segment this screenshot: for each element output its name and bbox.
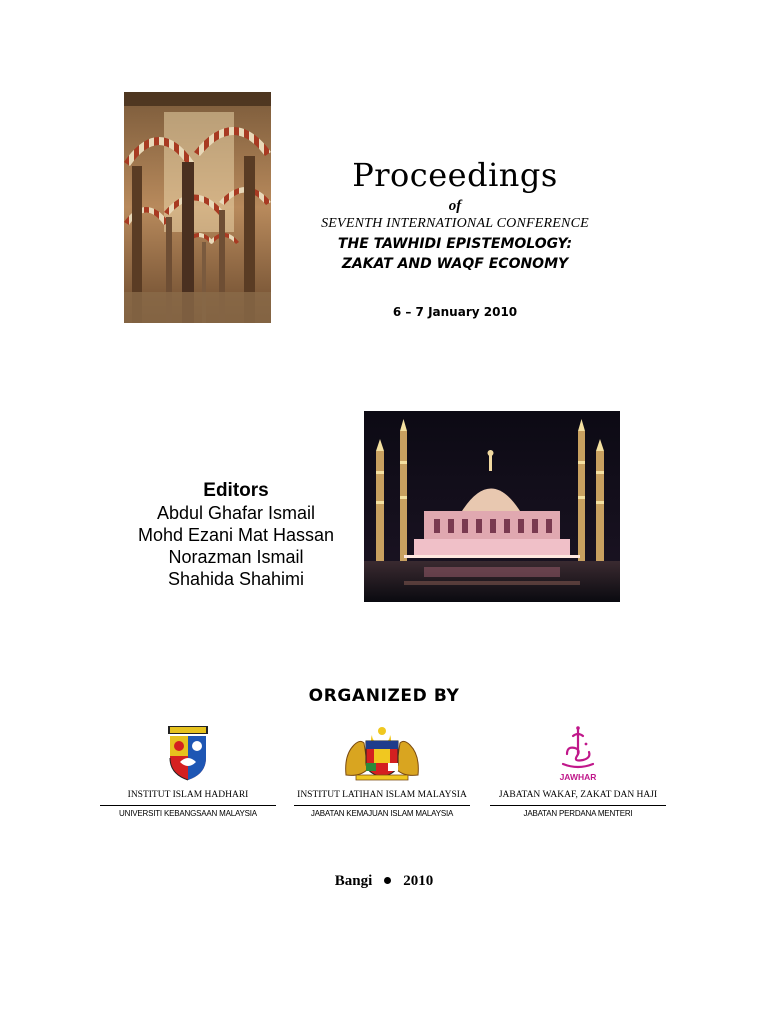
organizer-name: INSTITUT ISLAM HADHARI bbox=[127, 790, 249, 800]
jawhar-logo bbox=[553, 724, 603, 782]
night-mosque-photo bbox=[364, 411, 620, 602]
editor-name: Shahida Shahimi bbox=[167, 569, 305, 589]
editor-name: Mohd Ezani Mat Hassan bbox=[137, 525, 335, 545]
theme-line-2: ZAKAT AND WAQF ECONOMY bbox=[341, 256, 569, 272]
divider bbox=[100, 805, 276, 806]
malaysia-coat-of-arms-logo bbox=[342, 725, 422, 781]
conference-title: SEVENTH INTERNATIONAL CONFERENCE bbox=[321, 216, 589, 231]
divider bbox=[490, 805, 666, 806]
divider bbox=[294, 805, 470, 806]
footer-place-year bbox=[0, 873, 768, 890]
ukm-crest-logo bbox=[166, 724, 210, 782]
editor-name: Abdul Ghafar Ismail bbox=[156, 503, 316, 523]
bullet-separator bbox=[384, 877, 391, 884]
organized-by-heading: ORGANIZED BY bbox=[308, 686, 460, 706]
editor-name: Norazman Ismail bbox=[168, 547, 304, 567]
mosque-arches-photo bbox=[124, 92, 271, 323]
footer-place: Bangi bbox=[334, 873, 373, 889]
organizer-name: JABATAN WAKAF, ZAKAT DAN HAJI bbox=[498, 790, 658, 800]
of-text: of bbox=[448, 198, 462, 214]
editors-heading: Editors bbox=[203, 480, 269, 501]
organizer-subtitle: JABATAN KEMAJUAN ISLAM MALAYSIA bbox=[310, 809, 454, 818]
editors-block bbox=[120, 480, 352, 590]
organizer-subtitle: UNIVERSITI KEBANGSAAN MALAYSIA bbox=[119, 809, 257, 818]
organizer-ilim bbox=[292, 722, 472, 818]
footer-year: 2010 bbox=[403, 873, 434, 889]
organizer-name: INSTITUT LATIHAN ISLAM MALAYSIA bbox=[297, 790, 467, 800]
organizer-subtitle: JABATAN PERDANA MENTERI bbox=[523, 809, 633, 818]
jawhar-logo-text: JAWHAR bbox=[559, 772, 597, 782]
theme-line-1: THE TAWHIDI EPISTEMOLOGY: bbox=[337, 236, 573, 252]
proceedings-title: Proceedings bbox=[352, 156, 558, 194]
organizer-jawhar bbox=[488, 722, 668, 818]
organizer-ukm bbox=[98, 722, 278, 818]
conference-date: 6 – 7 January 2010 bbox=[392, 305, 518, 319]
